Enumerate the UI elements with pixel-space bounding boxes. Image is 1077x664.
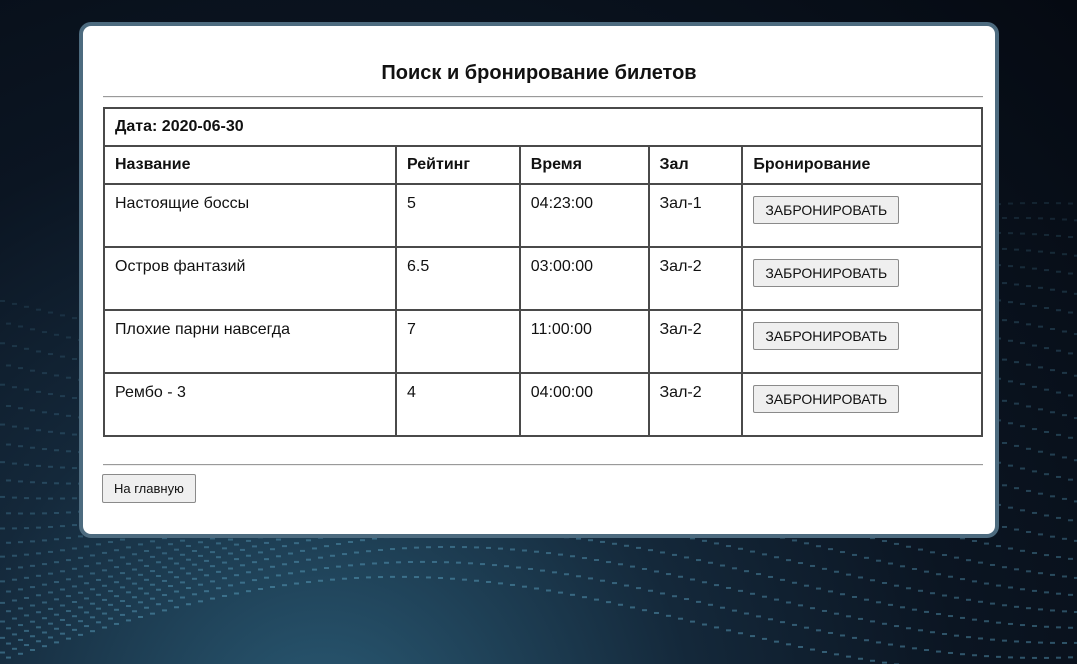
- show-time: 04:00:00: [520, 373, 649, 436]
- hall-name: Зал-2: [649, 310, 743, 373]
- table-row: [104, 247, 982, 310]
- movie-name: Остров фантазий: [104, 247, 396, 310]
- book-button[interactable]: ЗАБРОНИРОВАТЬ: [753, 259, 899, 287]
- table-header-row: [104, 146, 982, 184]
- table-row: [104, 310, 982, 373]
- show-time: 11:00:00: [520, 310, 649, 373]
- movie-rating: 4: [396, 373, 520, 436]
- movie-rating: 5: [396, 184, 520, 247]
- table-row: [104, 184, 982, 247]
- bottom-divider: [103, 464, 983, 466]
- show-time: 04:23:00: [520, 184, 649, 247]
- movie-rating: 6.5: [396, 247, 520, 310]
- movie-name: Рембо - 3: [104, 373, 396, 436]
- book-button[interactable]: ЗАБРОНИРОВАТЬ: [753, 322, 899, 350]
- hall-name: Зал-2: [649, 247, 743, 310]
- top-divider: [103, 96, 983, 98]
- book-button[interactable]: ЗАБРОНИРОВАТЬ: [753, 196, 899, 224]
- book-button[interactable]: ЗАБРОНИРОВАТЬ: [753, 385, 899, 413]
- table-row: [104, 373, 982, 436]
- column-header-rating: Рейтинг: [396, 146, 520, 184]
- movie-name: Плохие парни навсегда: [104, 310, 396, 373]
- movie-name: Настоящие боссы: [104, 184, 396, 247]
- page-title: Поиск и бронирование билетов: [381, 62, 697, 84]
- hall-name: Зал-2: [649, 373, 743, 436]
- booking-panel: [79, 22, 999, 538]
- schedule-table: [103, 107, 983, 437]
- home-button[interactable]: На главную: [102, 474, 196, 503]
- column-header-booking: Бронирование: [742, 146, 982, 184]
- hall-name: Зал-1: [649, 184, 743, 247]
- show-time: 03:00:00: [520, 247, 649, 310]
- column-header-time: Время: [520, 146, 649, 184]
- movie-rating: 7: [396, 310, 520, 373]
- date-label: Дата: 2020-06-30: [104, 108, 982, 146]
- date-row: [104, 108, 982, 146]
- column-header-name: Название: [104, 146, 396, 184]
- column-header-hall: Зал: [649, 146, 743, 184]
